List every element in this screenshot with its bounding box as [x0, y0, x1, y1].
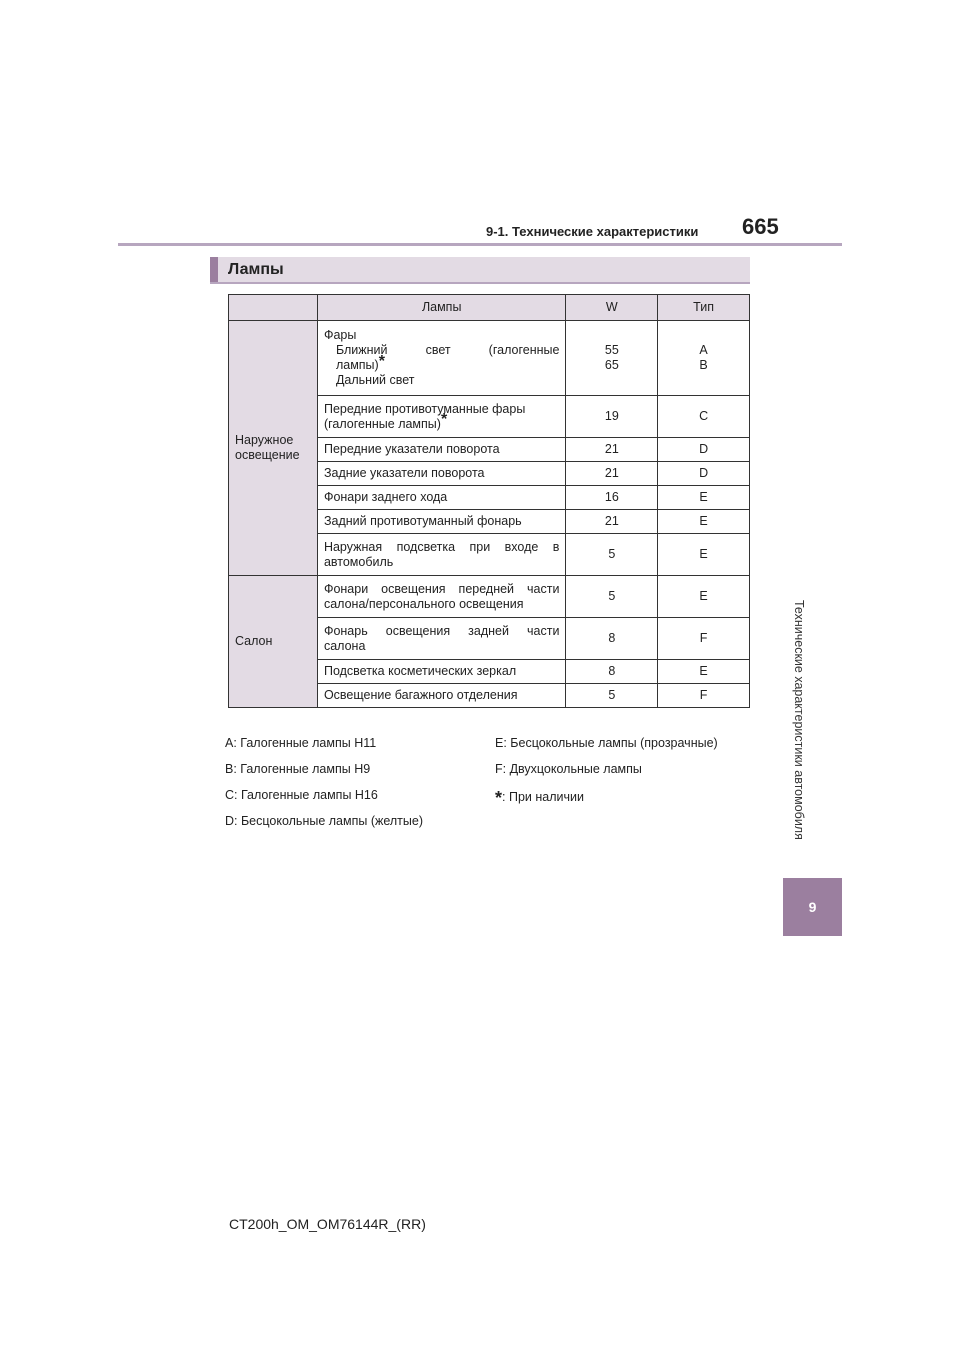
lamp-line: Передние противотуманные фары [323, 401, 526, 416]
page-number: 665 [742, 214, 779, 239]
header-rule [118, 243, 842, 246]
lamps-table [228, 294, 750, 708]
type-cell: F [658, 618, 750, 660]
lamps-heading-bar [210, 257, 750, 284]
footnote-text: : При наличии [502, 790, 584, 804]
legend-d: D: Бесцокольные лампы (желтые) [225, 814, 423, 828]
watts-cell: 5 [566, 684, 658, 708]
legend-e: E: Бесцокольные лампы (прозрачные) [495, 736, 718, 750]
type-cell: F [658, 684, 750, 708]
watts-cell: 5 [566, 576, 658, 618]
lamp-line: Фонарь освещения задней части [323, 623, 560, 638]
lamp-line: салона/персонального освещения [323, 596, 524, 611]
header-cell-watts: W [566, 295, 658, 321]
type-cell: E [658, 486, 750, 510]
type-cell: E [658, 510, 750, 534]
lamp-name-cell: Фонари заднего хода [317, 486, 566, 510]
heading-accent [210, 257, 218, 282]
watts-value: 65 [604, 358, 619, 372]
lamp-line: Наружная подсветка при входе в [323, 539, 560, 554]
lamp-title: Фары [323, 328, 357, 342]
type-value: B [699, 358, 708, 372]
group-interior: Салон [229, 576, 318, 708]
type-cell [658, 321, 750, 396]
watts-cell [566, 321, 658, 396]
type-cell: D [658, 462, 750, 486]
lamp-name-cell: Освещение багажного отделения [317, 684, 566, 708]
lamp-line: Фонари освещения передней части [323, 581, 560, 596]
footnote-mark: * [378, 352, 385, 370]
header-cell-lamps: Лампы [317, 295, 566, 321]
legend-footnote [495, 785, 584, 806]
lamp-line-text: лампы) [335, 358, 379, 372]
lamp-line-text: (галогенные лампы) [323, 416, 441, 431]
watts-cell: 8 [566, 618, 658, 660]
watts-cell: 21 [566, 438, 658, 462]
watts-cell: 5 [566, 534, 658, 576]
lamp-line [324, 352, 560, 373]
legend-b: B: Галогенные лампы H9 [225, 762, 371, 776]
watts-cell: 19 [566, 396, 658, 438]
lamp-line: салона [323, 638, 366, 653]
side-chapter-label: Технические характеристики автомобиля [792, 600, 806, 840]
table-header-row [229, 295, 750, 321]
lamp-name-cell: Задние указатели поворота [317, 462, 566, 486]
type-cell: E [658, 576, 750, 618]
lamp-name-cell [317, 576, 566, 618]
lamps-heading: Лампы [228, 261, 284, 278]
type-cell: C [658, 396, 750, 438]
watts-cell: 16 [566, 486, 658, 510]
lamp-name-cell: Задний противотуманный фонарь [317, 510, 566, 534]
document-code: CT200h_OM_OM76144R_(RR) [229, 1216, 426, 1232]
watts-cell: 21 [566, 510, 658, 534]
lamp-name-cell [317, 396, 566, 438]
watts-cell: 21 [566, 462, 658, 486]
lamp-line: Ближний свет (галогенные [335, 343, 560, 357]
lamp-line: Дальний свет [335, 373, 415, 387]
group-label-line: освещение [235, 448, 300, 462]
type-value: A [699, 343, 708, 357]
lamp-name-cell: Передние указатели поворота [317, 438, 566, 462]
lamp-line: автомобиль [323, 554, 394, 569]
table-row [229, 576, 750, 618]
type-cell: E [658, 660, 750, 684]
table-row [229, 321, 750, 396]
lamp-name-cell [317, 618, 566, 660]
chapter-tab: 9 [783, 878, 842, 936]
watts-value: 55 [604, 343, 619, 357]
lamp-name-cell [317, 321, 566, 396]
group-label-line: Наружное [235, 433, 294, 447]
legend-f: F: Двухцокольные лампы [495, 762, 642, 776]
watts-cell: 8 [566, 660, 658, 684]
type-cell: E [658, 534, 750, 576]
section-title: 9-1. Технические характеристики [486, 224, 699, 239]
lamp-name-cell [317, 534, 566, 576]
header-cell-type: Тип [658, 295, 750, 321]
legend-a: A: Галогенные лампы H11 [225, 736, 377, 750]
group-exterior [229, 321, 318, 576]
type-cell: D [658, 438, 750, 462]
footnote-star: * [495, 788, 503, 808]
lamp-name-cell: Подсветка косметических зеркал [317, 660, 566, 684]
lamp-line [323, 411, 560, 432]
legend-c: C: Галогенные лампы H16 [225, 788, 378, 802]
header-cell-group [229, 295, 318, 321]
footnote-mark: * [440, 411, 448, 429]
